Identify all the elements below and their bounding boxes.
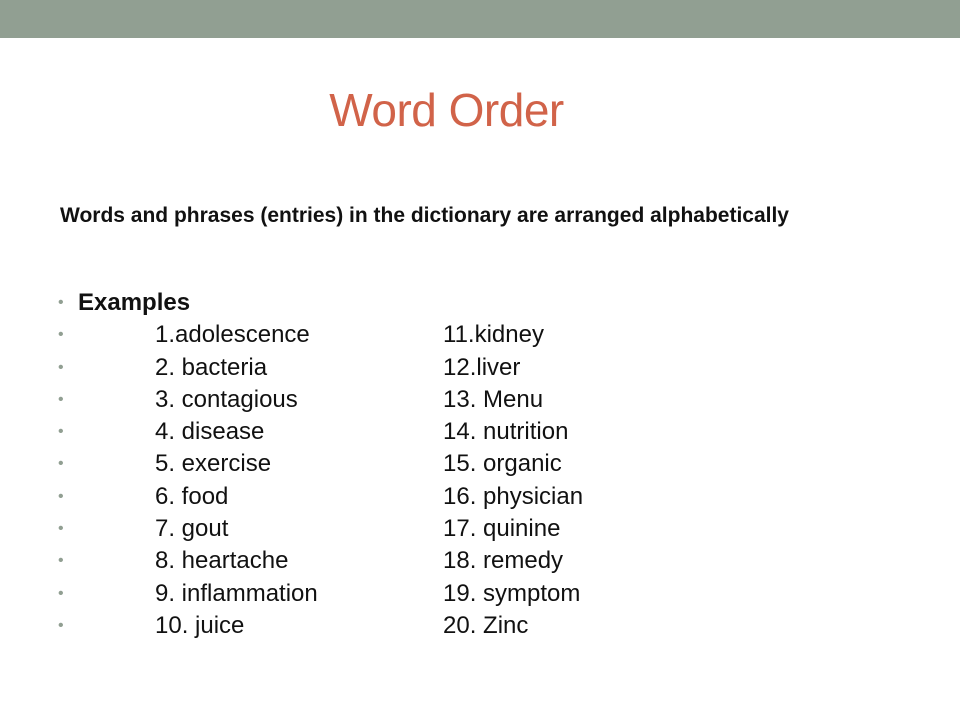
- word-right: 18. remedy: [443, 547, 564, 575]
- list-item: [0, 578, 960, 610]
- bullet-icon: •: [58, 390, 64, 408]
- word-left: 1.adolescence: [155, 321, 310, 349]
- list-item: [0, 610, 960, 642]
- bullet-icon: •: [58, 455, 64, 473]
- bullet-icon: •: [58, 584, 64, 602]
- word-right: 17. quinine: [443, 515, 561, 543]
- slide-title: Word Order: [329, 84, 564, 136]
- word-left: 8. heartache: [155, 547, 289, 575]
- word-left: 3. contagious: [155, 385, 298, 413]
- word-right: 14. nutrition: [443, 418, 569, 446]
- list-item: [0, 416, 960, 448]
- bullet-icon: •: [58, 294, 64, 311]
- list-item: [0, 481, 960, 513]
- bullet-icon: •: [58, 326, 64, 344]
- bullet-icon: •: [58, 520, 64, 538]
- list-item: [0, 513, 960, 545]
- word-right: 12.liver: [443, 353, 521, 381]
- bullet-icon: •: [58, 358, 64, 376]
- bullet-icon: •: [58, 423, 64, 441]
- word-left: 5. exercise: [155, 450, 272, 478]
- word-left: 10. juice: [155, 611, 245, 639]
- word-right: 20. Zinc: [443, 611, 529, 639]
- word-right: 19. symptom: [443, 579, 581, 607]
- word-left: 2. bacteria: [155, 353, 268, 381]
- bullet-icon: •: [58, 616, 64, 634]
- word-right: 11.kidney: [443, 321, 544, 349]
- word-left: 7. gout: [155, 515, 229, 543]
- word-right: 16. physician: [443, 482, 584, 510]
- word-right: 13. Menu: [443, 385, 544, 413]
- bullet-icon: •: [58, 552, 64, 570]
- list-item: [0, 352, 960, 384]
- examples-heading-item: [0, 287, 960, 319]
- bullet-icon: •: [58, 487, 64, 505]
- examples-list: [0, 287, 960, 642]
- list-item: [0, 545, 960, 577]
- list-item: [0, 319, 960, 351]
- intro-text: Words and phrases (entries) in the dictionary are arranged alphabetically: [60, 204, 789, 227]
- top-accent-bar: [0, 0, 960, 38]
- examples-label: Examples: [78, 289, 191, 316]
- word-left: 4. disease: [155, 418, 265, 446]
- list-item: [0, 384, 960, 416]
- word-left: 6. food: [155, 482, 229, 510]
- word-right: 15. organic: [443, 450, 562, 478]
- list-item: [0, 448, 960, 480]
- word-left: 9. inflammation: [155, 579, 318, 607]
